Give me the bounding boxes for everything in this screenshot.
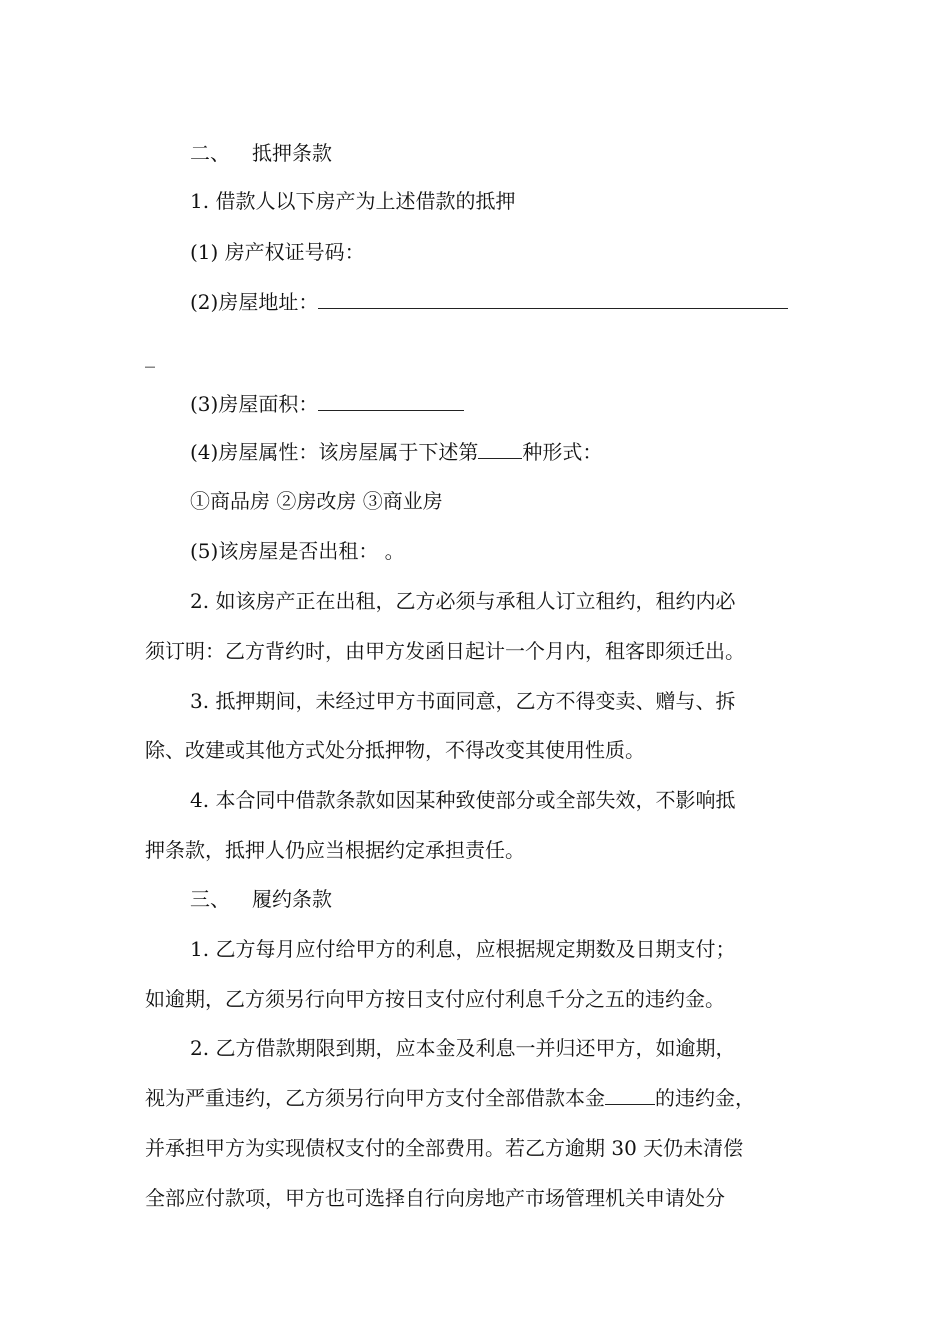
penalty-blank xyxy=(605,1086,655,1105)
clause-3-2-line-1: 2. 乙方借款期限到期，应本金及利息一并归还甲方，如逾期， xyxy=(190,1036,736,1060)
clause-2-1-4 xyxy=(190,438,602,466)
clause-2-4-line-1: 4. 本合同中借款条款如因某种致使部分或全部失效，不影响抵 xyxy=(190,788,736,812)
section-3-number: 三、 xyxy=(190,887,230,911)
area-label: (3)房屋面积： xyxy=(190,392,319,416)
clause-2-1-2 xyxy=(190,288,788,316)
clause-2-1-3 xyxy=(190,390,464,418)
address-label: (2)房屋地址： xyxy=(190,290,319,314)
clause-3-2-line-4: 全部应付款项，甲方也可选择自行向房地产市场管理机关申请处分 xyxy=(145,1186,725,1210)
clause-2-2-line-2: 须订明：乙方背约时，由甲方发函日起计一个月内，租客即须迁出。 xyxy=(145,639,745,663)
property-type-label: (4)房屋属性：该房屋属于下述第 xyxy=(190,440,479,464)
property-type-options: ①商品房 ②房改房 ③商业房 xyxy=(190,489,443,513)
area-blank xyxy=(318,392,464,411)
clause-2-1-1: (1) 房产权证号码： xyxy=(190,240,365,264)
clause-2-2-line-1: 2. 如该房产正在出租，乙方必须与承租人订立租约，租约内必 xyxy=(190,589,736,613)
clause-2-4-line-2: 押条款，抵押人仍应当根据约定承担责任。 xyxy=(145,838,525,862)
section-2-heading xyxy=(190,139,332,167)
clause-3-1-line-2: 如逾期，乙方须另行向甲方按日支付应付利息千分之五的违约金。 xyxy=(145,987,725,1011)
section-2-number: 二、 xyxy=(190,141,230,165)
section-2-title: 抵押条款 xyxy=(252,141,332,165)
clause-3-2-line-3: 并承担甲方为实现债权支付的全部费用。若乙方逾期 30 天仍未清偿 xyxy=(145,1136,744,1160)
section-3-title: 履约条款 xyxy=(252,887,332,911)
clause-2-3-line-2: 除、改建或其他方式处分抵押物，不得改变其使用性质。 xyxy=(145,738,645,762)
address-continuation: _ xyxy=(145,344,155,368)
clause-3-1-line-1: 1. 乙方每月应付给甲方的利息，应根据规定期数及日期支付； xyxy=(190,937,736,961)
property-type-suffix: 种形式： xyxy=(522,440,603,464)
clause-2-1-5: (5)该房屋是否出租： 。 xyxy=(190,539,405,563)
penalty-text: 视为严重违约，乙方须另行向甲方支付全部借款本金 xyxy=(145,1086,605,1110)
property-type-blank xyxy=(478,440,522,459)
section-3-heading xyxy=(190,885,332,913)
penalty-suffix: 的违约金， xyxy=(655,1086,755,1110)
address-blank xyxy=(318,290,788,309)
clause-2-3-line-1: 3. 抵押期间，未经过甲方书面同意，乙方不得变卖、赠与、拆 xyxy=(190,689,736,713)
clause-2-1: 1. 借款人以下房产为上述借款的抵押 xyxy=(190,189,516,213)
clause-3-2-line-2 xyxy=(145,1084,755,1112)
